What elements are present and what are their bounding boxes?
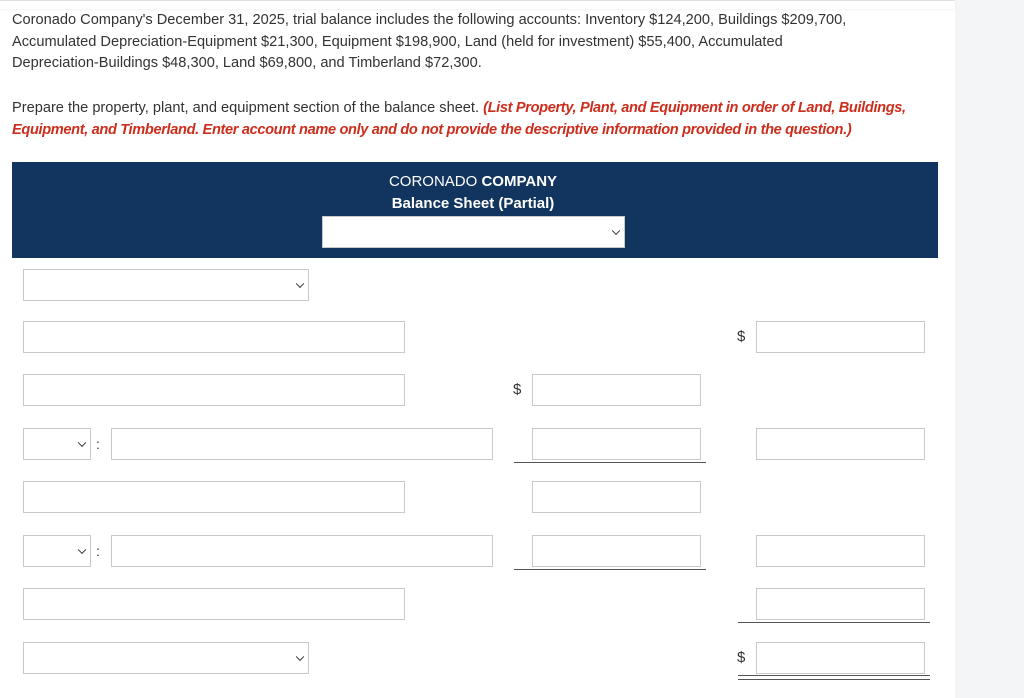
- question-text: [12, 10, 942, 75]
- section-heading-select[interactable]: [23, 269, 309, 301]
- grand-total-double-underline: [738, 675, 930, 680]
- account-name-input-5[interactable]: [111, 535, 493, 567]
- question-line-3: Depreciation-Buildings $48,300, Land $69,800, and Timberland $72,300.: [12, 55, 482, 71]
- total-amount-input-6[interactable]: [756, 588, 925, 620]
- total-amount-input-1[interactable]: [756, 321, 925, 353]
- amount-input-3[interactable]: [532, 428, 701, 460]
- dollar-sign: $: [513, 381, 522, 398]
- colon-separator: :: [96, 436, 100, 452]
- statement-date-select[interactable]: [322, 216, 625, 248]
- chevron-down-icon: [296, 280, 304, 288]
- account-name-input-2[interactable]: [23, 374, 405, 406]
- instructions-note-line-1: (List Property, Plant, and Equipment in order of Land, Buildings,: [483, 100, 906, 116]
- instructions-note-line-2: Equipment, and Timberland. Enter account name only and do not provide the descriptive information provided in the question.): [12, 122, 852, 138]
- dollar-sign: $: [737, 649, 746, 666]
- subtotal-underline: [514, 569, 706, 570]
- total-amount-input-5[interactable]: [756, 535, 925, 567]
- instructions-prompt: Prepare the property, plant, and equipment section of the balance sheet.: [12, 100, 480, 116]
- total-amount-input-3[interactable]: [756, 428, 925, 460]
- amount-input-2[interactable]: [532, 374, 701, 406]
- dollar-sign: $: [737, 328, 746, 345]
- chevron-down-icon: [78, 439, 86, 447]
- question-line-2: Accumulated Depreciation-Equipment $21,300, Equipment $198,900, Land (held for investment) $55,400, Accumulated: [12, 33, 783, 50]
- amount-input-4[interactable]: [532, 481, 701, 513]
- account-name-input-1[interactable]: [23, 321, 405, 353]
- account-name-input-3[interactable]: [111, 428, 493, 460]
- subtotal-underline: [514, 462, 706, 463]
- amount-input-5[interactable]: [532, 535, 701, 567]
- adjustment-select-1[interactable]: [23, 428, 91, 460]
- adjustment-select-2[interactable]: [23, 535, 91, 567]
- company-name: [12, 172, 934, 191]
- question-line-1: Coronado Company's December 31, 2025, trial balance includes the following accounts: Inventory $124,200, Buildings $209,700,: [12, 12, 847, 28]
- right-gutter: [955, 0, 1024, 698]
- grand-total-input[interactable]: [756, 642, 925, 674]
- chevron-down-icon: [78, 546, 86, 554]
- statement-title: Balance Sheet (Partial): [391, 195, 555, 212]
- chevron-down-icon: [296, 653, 304, 661]
- top-divider: [0, 0, 955, 9]
- total-label-select[interactable]: [23, 642, 309, 674]
- company-name-part-1: CORONADO: [388, 173, 478, 190]
- total-underline: [738, 622, 930, 623]
- chevron-down-icon: [612, 227, 620, 235]
- account-name-input-4[interactable]: [23, 481, 405, 513]
- company-name-part-2: COMPANY: [481, 173, 558, 190]
- colon-separator: :: [96, 543, 100, 559]
- account-name-input-6[interactable]: [23, 588, 405, 620]
- instructions: [12, 97, 942, 141]
